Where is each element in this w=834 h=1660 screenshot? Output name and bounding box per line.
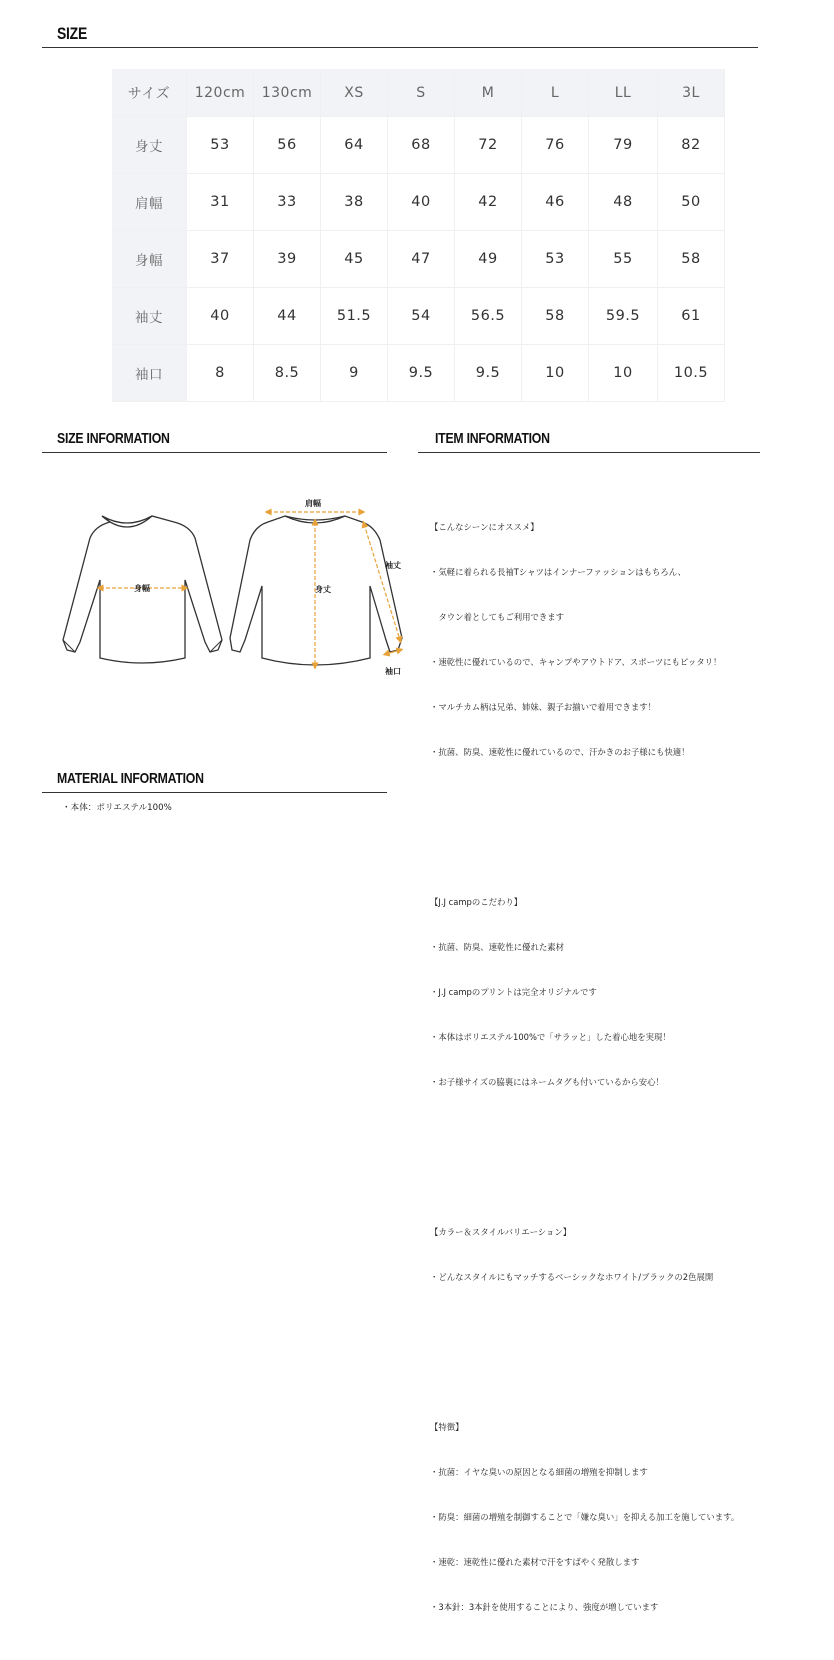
size-value-cell: 40 [187,288,254,345]
info-line: ・抗菌、防臭、速乾性に優れているので、汗かきのお子様にも快適！ [430,747,690,757]
size-title-rule [42,47,758,48]
size-value-cell: 56 [254,117,321,174]
size-header-cell: M [455,69,522,117]
item-information-title: ITEM INFORMATION [435,430,550,447]
size-value-cell: 55 [589,231,658,288]
info-line: タウン着としてもご利用できます [430,612,564,622]
size-value-cell: 54 [388,288,455,345]
size-value-cell: 39 [254,231,321,288]
size-value-cell: 42 [455,174,522,231]
info-line: ・マルチカム柄は兄弟、姉妹、親子お揃いで着用できます！ [430,702,656,712]
info-heading: 【カラー＆スタイルバリエーション】 [430,1227,572,1237]
info-heading: 【こんなシーンにオススメ】 [430,522,539,532]
info-line: ・抗菌、防臭、速乾性に優れた素材 [430,942,564,952]
size-value-cell: 56.5 [455,288,522,345]
size-value-cell: 44 [254,288,321,345]
size-header-cell: 120cm [187,69,254,117]
info-block-scenes [430,490,830,790]
size-value-cell: 8.5 [254,345,321,402]
size-value-cell: 53 [187,117,254,174]
cuff-label: 袖口 [385,667,401,676]
size-table-row [112,117,725,174]
info-block-commitment [430,865,830,1120]
size-value-cell: 58 [522,288,589,345]
info-line: ・気軽に着られる長袖Tシャツはインナーファッションはもちろん、 [430,567,686,577]
info-block-features [430,1390,830,1645]
size-value-cell: 49 [455,231,522,288]
size-header-cell: L [522,69,589,117]
info-line: ・本体はポリエステル100%で「サラッと」した着心地を実現！ [430,1032,671,1042]
shoulder-label: 肩幅 [305,499,321,508]
size-value-cell: 47 [388,231,455,288]
info-heading: 【J.J campのこだわり】 [430,897,523,907]
info-line: ・どんなスタイルにもマッチするベーシックなホワイト/ブラックの2色展開 [430,1272,714,1282]
info-line: ・速乾：速乾性に優れた素材で汗をすばやく発散します [430,1557,640,1567]
size-value-cell: 58 [658,231,725,288]
size-value-cell: 8 [187,345,254,402]
size-value-cell: 40 [388,174,455,231]
size-row-label: 肩幅 [112,174,187,231]
size-value-cell: 33 [254,174,321,231]
material-text: ・本体：ポリエステル100% [62,803,172,813]
size-value-cell: 37 [187,231,254,288]
size-value-cell: 9 [321,345,388,402]
size-row-label: 袖丈 [112,288,187,345]
size-value-cell: 48 [589,174,658,231]
size-value-cell: 9.5 [388,345,455,402]
size-value-cell: 59.5 [589,288,658,345]
size-table-header-row [112,69,725,117]
info-line: ・抗菌：イヤな臭いの原因となる細菌の増殖を抑制します [430,1467,648,1477]
size-value-cell: 51.5 [321,288,388,345]
item-information-body [430,460,830,1660]
size-value-cell: 45 [321,231,388,288]
size-title: SIZE [57,24,88,43]
size-value-cell: 38 [321,174,388,231]
info-line: ・お子様サイズの脇裏にはネームタグも付いているから安心！ [430,1077,664,1087]
size-value-cell: 79 [589,117,658,174]
size-value-cell: 10 [522,345,589,402]
size-table-row [112,174,725,231]
size-value-cell: 31 [187,174,254,231]
size-value-cell: 10.5 [658,345,725,402]
size-row-label: 袖口 [112,345,187,402]
size-value-cell: 53 [522,231,589,288]
size-value-cell: 82 [658,117,725,174]
size-information-rule [42,452,387,453]
size-header-cell: S [388,69,455,117]
size-table-row [112,288,725,345]
width-label: 身幅 [134,584,150,593]
material-information-title: MATERIAL INFORMATION [57,770,204,787]
material-information-rule [42,792,387,793]
size-value-cell: 50 [658,174,725,231]
length-label: 身丈 [315,585,331,594]
size-row-label: 身丈 [112,117,187,174]
size-information-title: SIZE INFORMATION [57,430,170,447]
size-row-label: 身幅 [112,231,187,288]
info-line: ・J.J campのプリントは完全オリジナルです [430,987,597,997]
info-block-variations [430,1195,830,1315]
size-value-cell: 68 [388,117,455,174]
size-header-cell: 3L [658,69,725,117]
size-value-cell: 72 [455,117,522,174]
sleeve-label: 袖丈 [385,561,401,570]
size-table [112,69,725,402]
size-header-cell: LL [589,69,658,117]
size-value-cell: 76 [522,117,589,174]
size-value-cell: 64 [321,117,388,174]
size-value-cell: 46 [522,174,589,231]
size-value-cell: 10 [589,345,658,402]
size-header-cell: 130cm [254,69,321,117]
size-value-cell: 61 [658,288,725,345]
size-table-row [112,231,725,288]
size-table-row [112,345,725,402]
info-heading: 【特徴】 [430,1422,464,1432]
garment-diagram [40,490,420,690]
item-information-rule [418,452,760,453]
size-header-cell: XS [321,69,388,117]
info-line: ・防臭：細菌の増殖を制御することで「嫌な臭い」を抑える加工を施しています。 [430,1512,740,1522]
size-value-cell: 9.5 [455,345,522,402]
info-line: ・速乾性に優れているので、キャンプやアウトドア、スポーツにもピッタリ！ [430,657,722,667]
size-header-cell: サイズ [112,69,187,117]
info-line: ・3本針：3本針を使用することにより、強度が増しています [430,1602,659,1612]
